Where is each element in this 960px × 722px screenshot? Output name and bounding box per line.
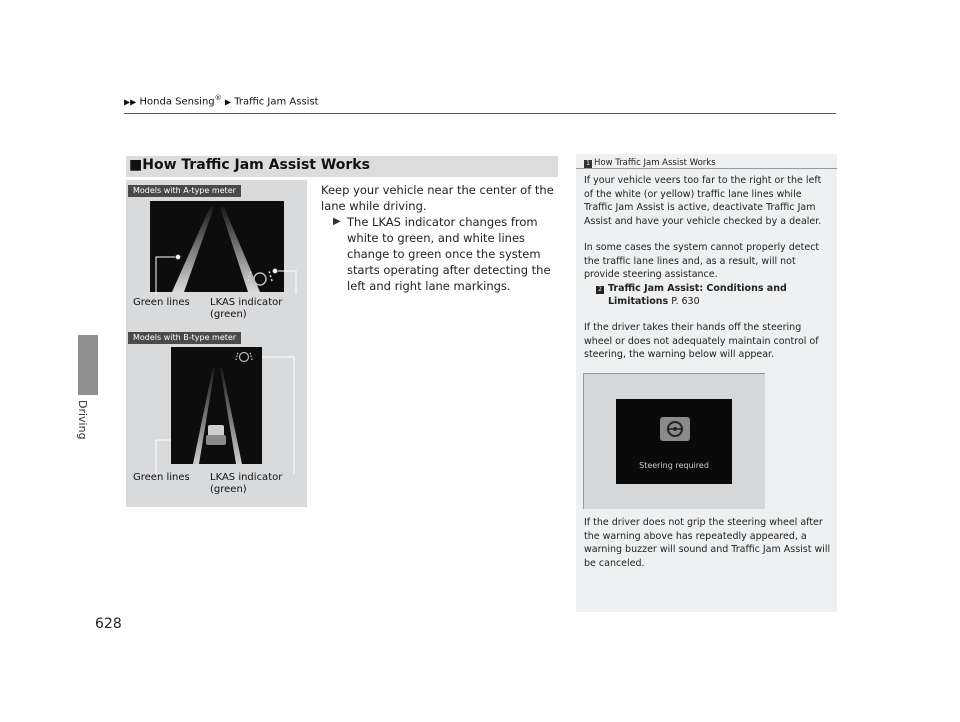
warning-display-image	[583, 373, 765, 509]
note-paragraph-3: If the driver takes their hands off the steering wheel or does not adequately maintain control of steering, the warning below will appear.	[584, 322, 819, 360]
model-label-a: Models with A-type meter	[128, 185, 241, 197]
page-number: 628	[95, 616, 122, 632]
body-result-text: The LKAS indicator changes from white to green, and white lines change to green once the system starts operating after detecting the left and right lane markings.	[347, 215, 551, 293]
caption-lkas-indicator-b: LKAS indicator	[210, 472, 283, 483]
note-icon: 1	[584, 160, 592, 168]
steering-wheel-icon	[660, 417, 690, 441]
a-type-meter-image	[150, 201, 284, 292]
warning-message: Steering required	[639, 461, 709, 470]
caption-lkas-indicator-a: LKAS indicator	[210, 297, 283, 308]
caption-green-a: (green)	[210, 309, 247, 320]
caption-green-lines-b: Green lines	[133, 472, 190, 483]
breadcrumb-traffic-jam-assist[interactable]: Traffic Jam Assist	[234, 96, 319, 108]
breadcrumb-arrow-icon: ▶	[224, 97, 231, 107]
note-paragraph-2: In some cases the system cannot properly detect the traffic lane lines and, as a result, will not provide steering assistance.	[584, 242, 820, 280]
caption-green-lines-a: Green lines	[133, 297, 190, 308]
note-title	[584, 158, 716, 168]
b-type-meter-image	[171, 347, 262, 464]
section-title: How Traffic Jam Assist Works	[142, 157, 370, 173]
breadcrumb	[124, 94, 319, 107]
body-text	[321, 182, 557, 294]
model-label-b: Models with B-type meter	[128, 332, 241, 344]
warning-screen	[616, 399, 732, 484]
section-heading	[126, 156, 558, 177]
reference-icon: 2	[596, 286, 604, 294]
lane-line-right-b	[220, 367, 242, 464]
note-paragraph-4: If the driver does not grip the steering wheel after the warning above has repeatedly appeared, a warning buzzer will sound and Traffic Jam Assist will be canceled.	[584, 517, 831, 569]
reference-title-line2: Limitations	[608, 296, 669, 307]
section-marker-icon: ■	[129, 157, 143, 173]
chapter-label: Driving	[76, 400, 89, 440]
note-reference-link[interactable]	[596, 282, 787, 296]
lkas-indicator-icon-b	[236, 352, 252, 362]
result-arrow-icon: ▶	[333, 216, 341, 227]
body-result	[333, 214, 557, 294]
chapter-tab[interactable]	[78, 335, 98, 395]
lane-line-left-b	[193, 367, 215, 464]
header-divider	[124, 113, 836, 114]
note-panel	[576, 154, 837, 612]
breadcrumb-honda-sensing[interactable]: Honda Sensing	[139, 96, 215, 108]
breadcrumb-arrow-icon: ▶▶	[124, 97, 137, 107]
reference-title-line1: Traffic Jam Assist: Conditions and	[608, 283, 787, 294]
body-intro: Keep your vehicle near the center of the lane while driving.	[321, 183, 554, 213]
note-reference-link-2[interactable]	[608, 295, 700, 309]
caption-green-b: (green)	[210, 484, 247, 495]
note-paragraph-1: If your vehicle veers too far to the right or the left of the white (or yellow) traffic lane lines while Traffic Jam Assist is active, deactivate Traffic Jam Assist and have your vehicle checked by a dealer.	[584, 175, 822, 227]
lane-line-left	[172, 207, 214, 292]
figure-panel	[126, 180, 307, 507]
note-title-text: How Traffic Jam Assist Works	[594, 158, 716, 168]
registered-mark: ®	[214, 94, 222, 102]
vehicle-icon	[206, 425, 226, 445]
note-divider	[576, 168, 837, 169]
reference-page: P. 630	[671, 296, 700, 307]
